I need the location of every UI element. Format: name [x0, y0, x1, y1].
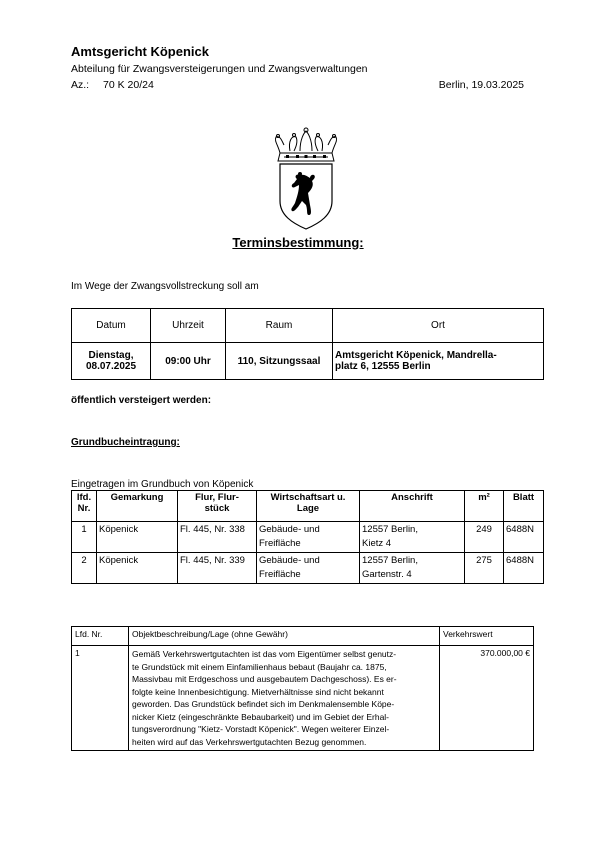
col-flur-line1: Flur, Flur-: [195, 492, 239, 503]
row-m2: 249: [465, 522, 504, 553]
col-wirt-line2: Lage: [296, 503, 320, 514]
appointment-date-value: 08.07.2025: [85, 361, 137, 372]
department-name: Abteilung für Zwangsversteigerungen und Zwangsverwaltungen: [71, 63, 368, 75]
object-col-description: Objektbeschreibung/Lage (ohne Gewähr): [129, 627, 440, 646]
row-nr: 2: [72, 553, 97, 584]
col-nr-line2: Nr.: [77, 503, 91, 514]
appointment-date: [72, 343, 151, 380]
row-wirt-line1: Gebäude- und: [259, 524, 320, 535]
description-line: Massivbau mit Erdgeschoss und ausgebautem Dachgeschoss). Es er-: [132, 674, 397, 684]
col-wirtschaftsart: [257, 491, 360, 522]
row-nr: 1: [72, 522, 97, 553]
header-room: Raum: [226, 309, 333, 343]
object-col-nr: Lfd. Nr.: [72, 627, 129, 646]
description-line: heiten wird auf das Verkehrswertgutachten Bezug genommen.: [132, 736, 367, 747]
appointment-room: 110, Sitzungssaal: [226, 343, 333, 380]
place-date: Berlin, 19.03.2025: [438, 79, 524, 91]
col-anschrift: Anschrift: [360, 491, 465, 522]
row-m2: 275: [465, 553, 504, 584]
land-register-header-row: [72, 491, 544, 522]
appointment-table: [71, 308, 544, 380]
appointment-header-row: [72, 309, 544, 343]
description-line: tungsverordnung "Kietz- Vorstadt Köpenick". Wegen weiterer Einzel-: [132, 724, 390, 734]
appointment-time: 09:00 Uhr: [151, 343, 226, 380]
row-wirtschaftsart: [257, 522, 360, 553]
land-register-subtitle: Eingetragen im Grundbuch von Köpenick: [71, 479, 254, 490]
appointment-place: [333, 343, 544, 380]
land-register-table: [71, 490, 544, 584]
header-place: Ort: [333, 309, 544, 343]
land-register-title: Grundbucheintragung:: [71, 437, 180, 448]
row-addr-line1: 12557 Berlin,: [362, 555, 418, 566]
col-wirt-line1: Wirtschaftsart u.: [270, 492, 346, 503]
col-flur: [178, 491, 257, 522]
col-m2: m²: [465, 491, 504, 522]
col-nr: [72, 491, 97, 522]
table-row: [72, 646, 534, 751]
object-col-value: Verkehrswert: [440, 627, 534, 646]
appointment-place-line1: Amtsgericht Köpenick, Mandrella-: [335, 350, 497, 361]
description-line: geworden. Das Grundstück befindet sich im Denkmalensemble Köpe-: [132, 699, 395, 709]
row-addr-line2: Kietz 4: [362, 538, 392, 549]
appointment-place-line2: platz 6, 12555 Berlin: [335, 361, 431, 372]
row-blatt: 6488N: [504, 553, 544, 584]
row-gemarkung: Köpenick: [97, 553, 178, 584]
auction-statement: öffentlich versteigert werden:: [71, 395, 212, 406]
row-wirtschaftsart: [257, 553, 360, 584]
object-description-table: [71, 626, 534, 751]
object-description: [129, 646, 440, 751]
header-time: Uhrzeit: [151, 309, 226, 343]
row-wirt-line1: Gebäude- und: [259, 555, 320, 566]
row-flur: Fl. 445, Nr. 338: [178, 522, 257, 553]
row-gemarkung: Köpenick: [97, 522, 178, 553]
row-addr-line1: 12557 Berlin,: [362, 524, 418, 535]
appointment-row: [72, 343, 544, 380]
object-header-row: [72, 627, 534, 646]
description-line: nicker Kietz (eingeschränkte Bebaubarkeit) und im Gebiet der Erhal-: [132, 711, 390, 722]
object-nr: 1: [72, 646, 129, 751]
table-row: [72, 522, 544, 553]
row-wirt-line2: Freifläche: [259, 569, 301, 580]
col-nr-line1: lfd.: [76, 492, 92, 503]
row-anschrift: [360, 553, 465, 584]
case-number-label: Az.:: [71, 79, 90, 91]
col-gemarkung: Gemarkung: [97, 491, 178, 522]
row-addr-line2: Gartenstr. 4: [362, 569, 412, 580]
header-date: Datum: [72, 309, 151, 343]
description-line: te Grundstück mit einem Einfamilienhaus bebaut (Baujahr ca. 1875,: [132, 661, 387, 672]
row-flur: Fl. 445, Nr. 339: [178, 553, 257, 584]
case-number: 70 K 20/24: [103, 79, 154, 91]
row-anschrift: [360, 522, 465, 553]
row-blatt: 6488N: [504, 522, 544, 553]
document-title: Terminsbestimmung:: [232, 235, 364, 250]
berlin-coat-of-arms-logo: [270, 127, 342, 231]
description-line: folgte keine Innenbesichtigung. Mietverhältnisse sind nicht bekannt: [132, 686, 384, 697]
intro-text: Im Wege der Zwangsvollstreckung soll am: [71, 281, 259, 292]
market-value: 370.000,00 €: [440, 646, 534, 751]
row-wirt-line2: Freifläche: [259, 538, 301, 549]
description-line: Gemäß Verkehrswertgutachten ist das vom Eigentümer selbst genutz-: [132, 649, 397, 659]
table-row: [72, 553, 544, 584]
col-blatt: Blatt: [504, 491, 544, 522]
appointment-weekday: Dienstag,: [88, 350, 134, 361]
court-name: Amtsgericht Köpenick: [71, 44, 209, 59]
col-flur-line2: stück: [204, 503, 230, 514]
